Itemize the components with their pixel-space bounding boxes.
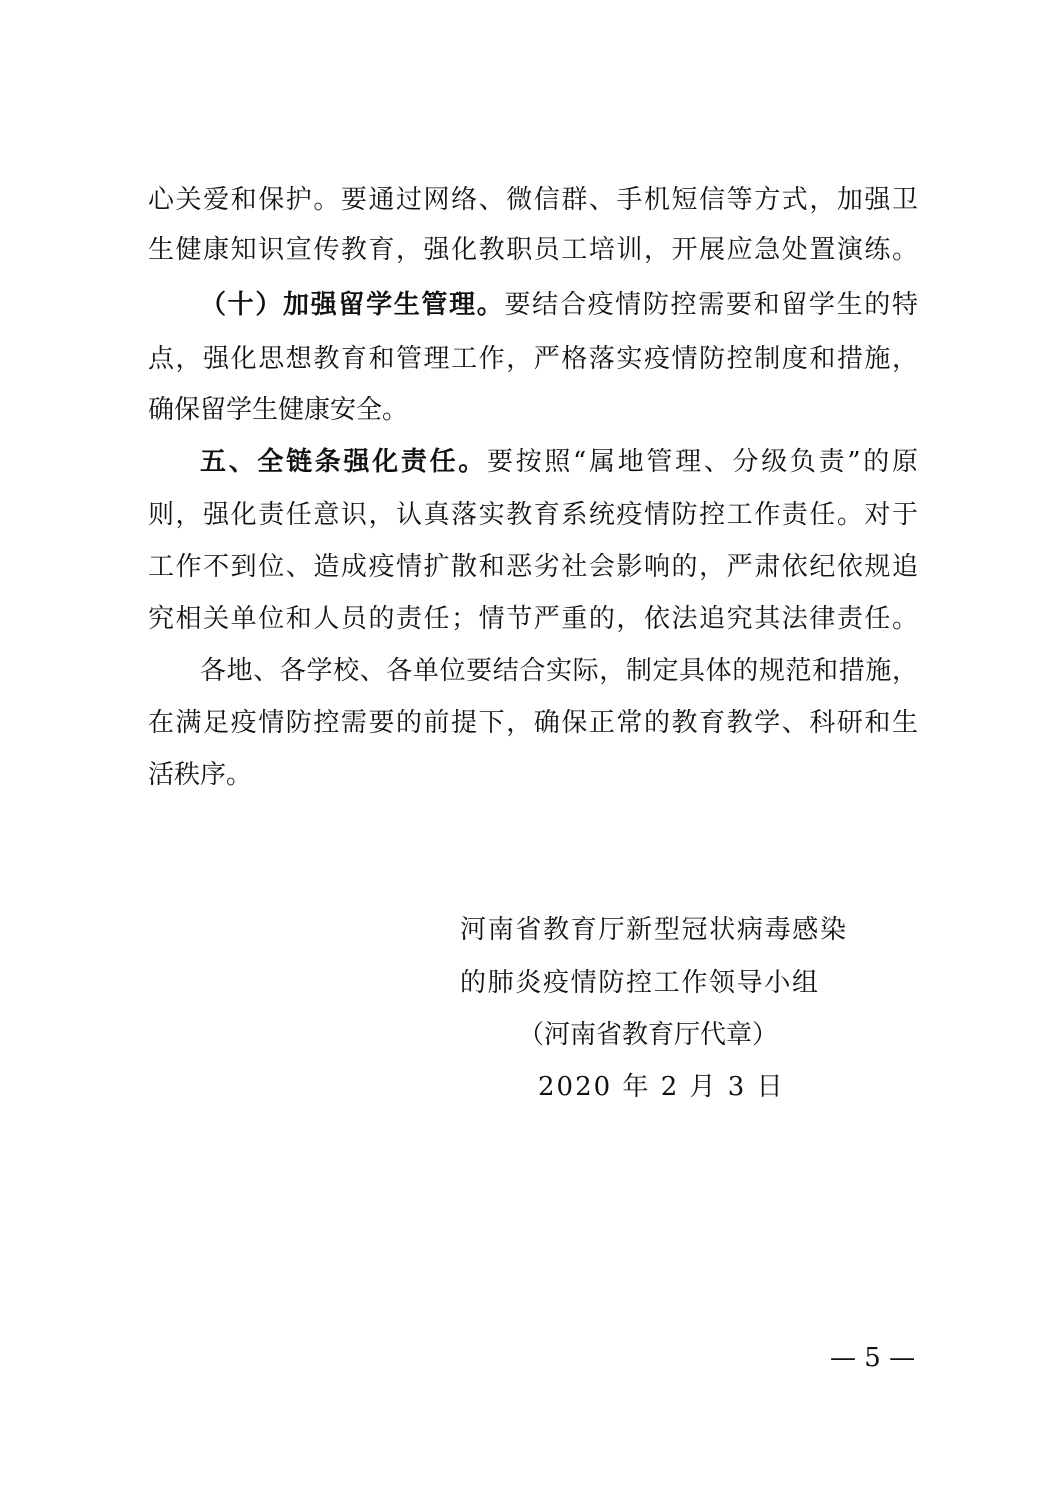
body-text-line: 活秩序。 — [148, 760, 253, 790]
body-text-line: 各地、各学校、各单位要结合实际，制定具体的规范和措施， — [200, 656, 918, 686]
body-text: 要结合疫情防控需要和留学生的特 — [504, 290, 918, 320]
body-text-line: 工作不到位、造成疫情扩散和恶劣社会影响的，严肃依纪依规追 — [148, 552, 918, 582]
body-text-line: 心关爱和保护。要通过网络、微信群、手机短信等方式，加强卫 — [148, 185, 918, 215]
body-text-line: 在满足疫情防控需要的前提下，确保正常的教育教学、科研和生 — [148, 708, 918, 738]
seal-note: （河南省教育厅代章） — [518, 1020, 779, 1050]
page-number: — 5 — — [830, 1343, 916, 1373]
body-text-line: 确保留学生健康安全。 — [148, 395, 409, 425]
section-heading: 五、全链条强化责任。 — [200, 447, 487, 477]
signature-org-line: 的肺炎疫情防控工作领导小组 — [460, 968, 818, 998]
body-text-line: 则，强化责任意识，认真落实教育系统疫情防控工作责任。对于 — [148, 500, 918, 530]
signature-date: 2020 年 2 月 3 日 — [538, 1072, 785, 1102]
body-text-line: 究相关单位和人员的责任；情节严重的，依法追究其法律责任。 — [148, 604, 918, 634]
paragraph-first-line — [200, 285, 918, 325]
section-heading: （十）加强留学生管理。 — [200, 290, 505, 320]
body-text-line: 生健康知识宣传教育，强化教职员工培训，开展应急处置演练。 — [148, 235, 918, 265]
body-text-line: 点，强化思想教育和管理工作，严格落实疫情防控制度和措施， — [148, 344, 918, 374]
paragraph-first-line — [200, 442, 918, 482]
body-text: 要按照“属地管理、分级负责”的原 — [486, 447, 918, 477]
signature-org-line: 河南省教育厅新型冠状病毒感染 — [460, 915, 846, 945]
